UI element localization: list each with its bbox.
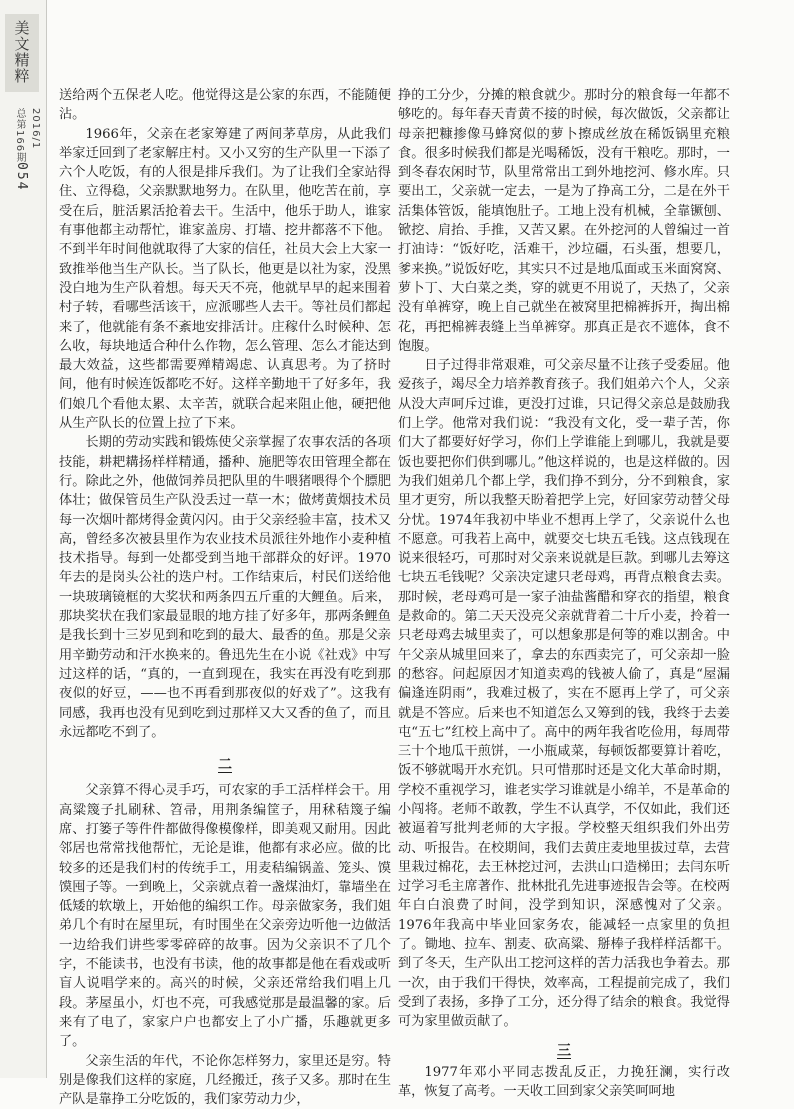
paragraph: 1966年，父亲在老家筹建了两间茅草房，从此我们举家迁回到了老家解庄村。又小又穷的生产队里一下添了六个人吃饭，有的人很是排斥我们。为了让我们全家站得住、立得稳，父亲默默地努力。在队里，他吃苦在前，享受在后，脏活累活抢着去干。生活中，他乐于助人，谁家有事他都主动帮忙，谁家盖房、打墙、挖井都落不下他。不到半年时间他就取得了大家的信任，社员大会上大家一致推举他当生产队长。当了队长，他更是以社为家，没黑没白地为生产队着想。每天天不亮，他就早早的起来围着村子转，看哪些活该干，应派哪些人去干。等社员们都起来了，他就能有条不紊地安排活计。庄稼什么时候种、怎么收，每块地适合种什么作物，怎么管理、怎么才能达到最大效益，这些都需要殚精竭虑、认真思考。为了挤时间，他有时候连饭都吃不好。这样辛勤地干了好多年，我们娘几个看他太累、太辛苦，就联合起来阻止他，硬把他从生产队长的位置上拉了下来。 <box>59 126 391 432</box>
section-heading: 三 <box>557 1042 571 1059</box>
page-sidebar <box>0 0 47 1078</box>
magazine-title: 美文精粹 <box>12 20 31 84</box>
paragraph: 送给两个五保老人吃。他觉得这是公家的东西，不能随便沾。 <box>59 88 391 123</box>
paragraph: 长期的劳动实践和锻炼使父亲掌握了农事农活的各项技能，耕耙耩扬样样精通，播种、施肥等农田管理全都在行。除此之外，他做饲养员把队里的牛喂猪喂得个个膘肥体壮；做保管员生产队没丢过一草一木；做烤黄烟技术员每一次烟叶都烤得金黄闪闪。由于父亲经验丰富，技术又高，曾经多次被县里作为农业技术员派往外地作小麦种植技术指导。每到一处都受到当地干部群众的好评。1970年去的是岗头公社的迭户村。工作结束后，村民们送给他一块玻璃镜框的大奖状和两条四五斤重的大鲤鱼。后来，那块奖状在我们家最显眼的地方挂了好多年，那两条鲤鱼是我长到十三岁见到和吃到的最大、最香的鱼。那是父亲用辛勤劳动和汗水换来的。鲁迅先生在小说《社戏》中写过这样的话，“真的，一直到现在，我实在再没有吃到那夜似的好豆，——也不再看到那夜似的好戏了”。这我有同感，我再也没有见到吃到过那样又大又香的鱼了，而且永远都吃不到了。 <box>59 435 391 740</box>
magazine-title-block <box>5 14 39 92</box>
left-column <box>59 86 391 1109</box>
issue-number: 总第166期 <box>14 108 25 164</box>
right-column <box>398 86 730 1101</box>
paragraph: 1977年邓小平同志拨乱反正，力挽狂澜，实行改革，恢复了高考。一天收工回到家父亲笑呵呵地 <box>398 1064 730 1100</box>
paragraph: 父亲生活的年代，不论你怎样努力，家里还是穷。特别是像我们这样的家庭，几经搬迁，孩子又多。那时在生产队是靠挣工分吃饭的，我们家劳动力少， <box>59 1053 391 1108</box>
volume-label: 2016/1 <box>30 108 41 150</box>
paragraph: 日子过得非常艰难，可父亲尽量不让孩子受委屈。他爱孩子，竭尽全力培养教育孩子。我们姐弟六个人，父亲从没大声呵斥过谁，更没打过谁，只记得父亲总是鼓励我们上学。他常对我们说：“我没有文化，受一辈子苦，你们大了都要好好学习，你们上学谁能上到哪儿，我就是要饭也要把你们供到哪儿。”他这样说的，也是这样做的。因为我们姐弟几个都上学，我们挣不到分，分不到粮食，家里才更穷，所以我整天盼着把学上完，好回家劳动替父母分忧。1974年我初中毕业不想再上学了，父亲说什么也不愿意。可我若上高中，就要交七块五毛钱。这点钱现在说来很轻巧，可那时对父亲来说就是巨款。到哪儿去筹这七块五毛钱呢？父亲决定逮只老母鸡，再背点粮食去卖。那时候，老母鸡可是一家子油盐酱醋和穿衣的指望，粮食是救命的。第二天天没亮父亲就背着二十斤小麦，拎着一只老母鸡去城里卖了，可以想象那是何等的难以割舍。中午父亲从城里回来了，拿去的东西卖完了，可父亲却一脸的愁容。问起原因才知道卖鸡的钱被人偷了，真是“屋漏偏逢连阴雨”，我难过极了，实在不愿再上学了，可父亲就是不答应。后来也不知道怎么又筹到的钱，我终于去姜屯“五七”红校上高中了。高中的两年我省吃俭用，每周带三十个地瓜干煎饼，一小瓶咸菜，每顿饭都要算计着吃，饭不够就喝开水充饥。只可惜那时还是文化大革命时期，学校不重视学习，谁老实学习谁就是小绵羊，不是革命的小闯将。老师不敢教，学生不认真学，不仅如此，我们还被逼着写批判老师的大字报。学校整天组织我们外出劳动、听报告。在校期间，我们去黄庄麦地里拔过草，去营里栽过棉花，去王林挖过河，去洪山口造梯田；去闫东听过学习毛主席著作、批林批孔先进事迹报告会等。在校两年白白浪费了时间，没学到知识，深感愧对了父亲。1976年我高中毕业回家务农，能减轻一点家里的负担了。锄地、拉车、割麦、砍高粱、掰棒子我样样活都干。到了冬天，生产队出工挖河这样的苦力活我也争着去。那一次，由于我们干得快，效率高，工程提前完成了，我们受到了表扬，多挣了工分，还分得了结余的粮食。我觉得可为家里做贡献了。 <box>398 358 730 1030</box>
paragraph: 父亲算不得心灵手巧，可农家的手工活样样会干。用高粱篾子扎刷秫、笤帚，用荆条编筐子，用秫秸篾子编席、打篓子等件件都做得像模像样，即美观又耐用。因此邻居也常常找他帮忙，无论是谁，他都有求必应。做的比较多的还是我们村的传统手工，用麦秸编锅盖、笼头、馍馍囤子等。一到晚上，父亲就点着一盏煤油灯，靠墙坐在低矮的软墩上，开始他的编织工作。母亲做家务，我们姐弟几个有时在屋里玩，有时围坐在父亲旁边听他一边做活一边给我们讲些零零碎碎的故事。因为父亲识不了几个字，不能读书，也没有书读，他的故事都是他在看戏或听盲人说唱学来的。高兴的时候，父亲还常给我们唱上几段。茅屋虽小，灯也不亮，可我感觉那是最温馨的家。后来有了电了，家家户户也都安上了小广播，乐趣就更多了。 <box>59 783 391 1050</box>
page-number: 054 <box>14 162 29 192</box>
section-heading: 二 <box>218 757 232 774</box>
paragraph: 挣的工分少，分摊的粮食就少。那时分的粮食每一年都不够吃的。每年春天青黄不接的时候，每次做饭，父亲都让母亲把糠掺像马蜂窝似的萝卜擦成丝放在稀饭锅里充粮食。很多时候我们都是光喝稀饭，没有干粮吃。那时，一到冬春农闲时节，队里常常出工到外地挖河、修水库。只要出工，父亲就一定去，一是为了挣高工分，二是在外干活集体管饭，能填饱肚子。工地上没有机械，全靠镢刨、锨挖、肩抬、手推，又苦又累。在外挖河的人曾编过一首打油诗：“饭好吃，活难干，沙垃礓，石头蛋，想要几，爹来换。”说饭好吃，其实只不过是地瓜面或玉米面窝窝、萝卜丁、大白菜之类，穿的就更不用说了，天热了，父亲没有单裤穿，晚上自己就坐在被窝里把棉裤拆开，掏出棉花，再把棉裤表缝上当单裤穿。那真正是衣不遮体，食不饱腹。 <box>398 88 730 354</box>
